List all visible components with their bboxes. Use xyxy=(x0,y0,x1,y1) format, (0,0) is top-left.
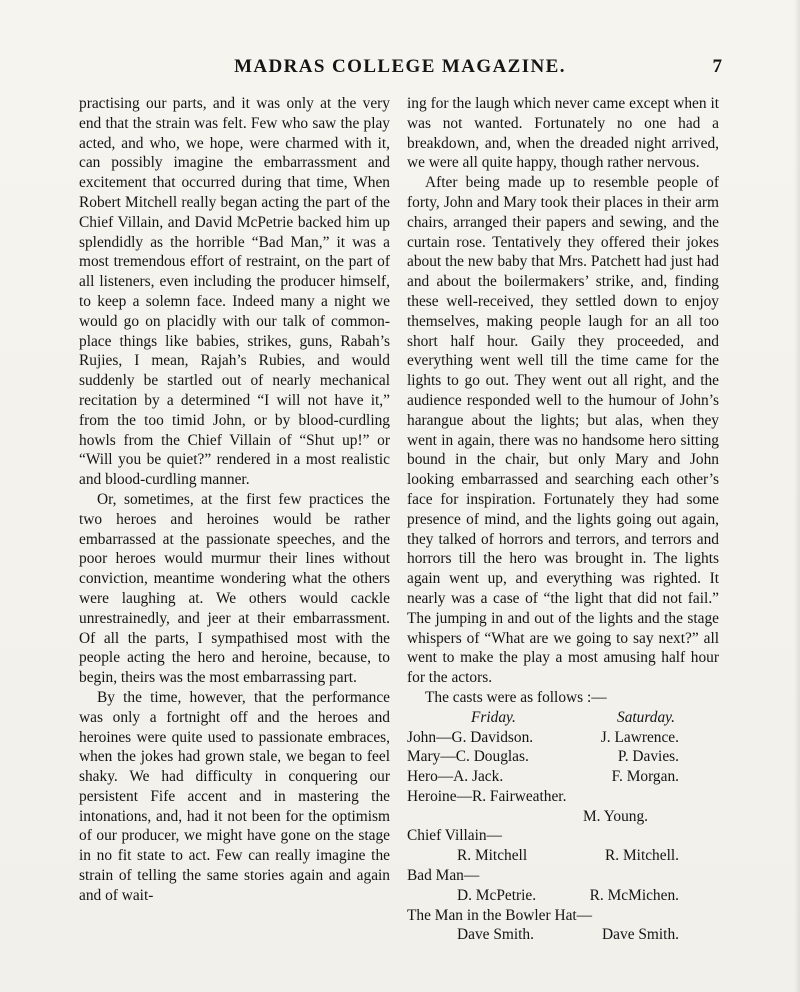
paragraph: By the time, however, that the performance was only a fortnight off and the heroes and heroines were quite used to passionate embraces, when the jokes had grown stale, we began to feel shaky. We had difficulty in conquering our persistent Fife accent and in mastering the intonations, and, had it not been for the optimism of our producer, we might have gone on the stage in no fit state to act. Few can really imagine the strain of telling the same stories again and again and of wait- xyxy=(79,688,390,904)
cast-column-headings xyxy=(471,708,675,728)
scan-edge-shadow xyxy=(794,0,800,992)
cast-friday: Dave Smith. xyxy=(457,926,534,944)
cast-friday: D. McPetrie. xyxy=(457,886,537,904)
right-column xyxy=(407,94,719,945)
cast-intro: The casts were as follows :— xyxy=(425,688,607,706)
cast-friday: Mary—C. Douglas. xyxy=(407,748,529,766)
cast-friday: R. Mitchell xyxy=(457,847,528,865)
paragraph: Or, sometimes, at the first few practices the two heroes and heroines would be rather embarrassed at the passionate speeches, and the poor heroes would murmur their lines without conviction, meantime wondering what the others were laughing at. We others would cackle unrestrainedly, and jeer at their embarrassment. Of all the parts, I sympathised most with the people acting the hero and heroine, because, to begin, theirs was the most embarrassing part. xyxy=(79,490,390,687)
cast-list xyxy=(407,688,719,945)
cast-role-bowler: The Man in the Bowler Hat— xyxy=(407,906,593,924)
paragraph: After being made up to resemble people of forty, John and Mary took their places in their arm chairs, arranged their papers and sewing, and the curtain rose. Tentatively they offered their jokes about the new baby that Mrs. Patchett had just had and about the boilermakers’ strike, and, finding these well-received, they settled down to enjoy themselves, making people laugh for an all too short half hour. Gaily they proceeded, and everything went well till the time came for the lights to go out. They went out all right, and the audience responded well to the humour of John’s harangue about the lights; but alas, when they went in again, there was no handsome hero sitting bound in the chair, but only Mary and John looking embarrassed and searching each other’s face for inspiration. Fortunately they had some presence of mind, and the lights going out again, they talked of horrors and terrors, and terrors and horrors till the hero was brought in. The lights again went up, and everything was righted. It nearly was a case of “the light that did not fail.” The jumping in and out of the lights and the stage whispers of “What are we going to say next?” all went to make the play a most amusing half hour for the actors. xyxy=(407,174,719,687)
cast-row-mary xyxy=(407,747,679,767)
cast-saturday: F. Morgan. xyxy=(611,768,679,786)
magazine-title: MADRAS COLLEGE MAGAZINE. xyxy=(234,56,566,77)
saturday-heading: Saturday. xyxy=(617,708,675,726)
cast-saturday: P. Davies. xyxy=(617,748,679,766)
cast-row-john xyxy=(407,728,679,748)
cast-role-heroine: Heroine—R. Fairweather. xyxy=(407,787,567,805)
cast-saturday: R. Mitchell. xyxy=(605,847,679,865)
cast-row-hero xyxy=(407,767,679,787)
page-number: 7 xyxy=(712,56,722,77)
paragraph-continued: ing for the laugh which never came except when it was not wanted. Fortunately no one had a breakdown, and, when the dreaded night arrived, we were all quite happy, though rather nervous. xyxy=(407,95,719,172)
cast-row-villain xyxy=(407,846,679,866)
page-header xyxy=(0,56,800,82)
cast-role-villain: Chief Villain— xyxy=(407,827,502,845)
cast-saturday: R. McMichen. xyxy=(589,886,679,904)
paragraph-continued: practising our parts, and it was only at the very end that the strain was felt. Few who saw the play acted, and who, we hope, were charmed with it, can possibly imagine the embarrassment and excitement that occurred during that time, When Robert Mitchell really began acting the part of the Chief Villain, and David McPetrie backed him up splendidly as the horrible “Bad Man,” it was a most tremendous effort of restraint, on the part of all listeners, even including the producer himself, to keep a solemn face. Indeed many a night we would go on placidly with our talk of common-place things like babies, strikes, guns, Rabah’s Rujies, I mean, Rajah’s Rubies, and would suddenly be startled out of nearly mechanical recitation by a determined “I will not have it,” from the too timid John, or by blood-curdling howls from the Chief Villain of “Shut up!” or “Will you be quiet?” rendered in a most realistic and blood-curdling manner. xyxy=(79,95,390,489)
cast-role-badman: Bad Man— xyxy=(407,867,480,885)
cast-row-bowler xyxy=(407,925,679,945)
cast-saturday: M. Young. xyxy=(583,807,649,825)
cast-row-badman xyxy=(407,886,679,906)
cast-friday: John—G. Davidson. xyxy=(407,728,534,746)
cast-saturday: Dave Smith. xyxy=(602,926,679,944)
cast-friday: Hero—A. Jack. xyxy=(407,768,504,786)
friday-heading: Friday. xyxy=(471,708,516,726)
left-column xyxy=(79,94,390,906)
cast-saturday: J. Lawrence. xyxy=(600,728,679,746)
